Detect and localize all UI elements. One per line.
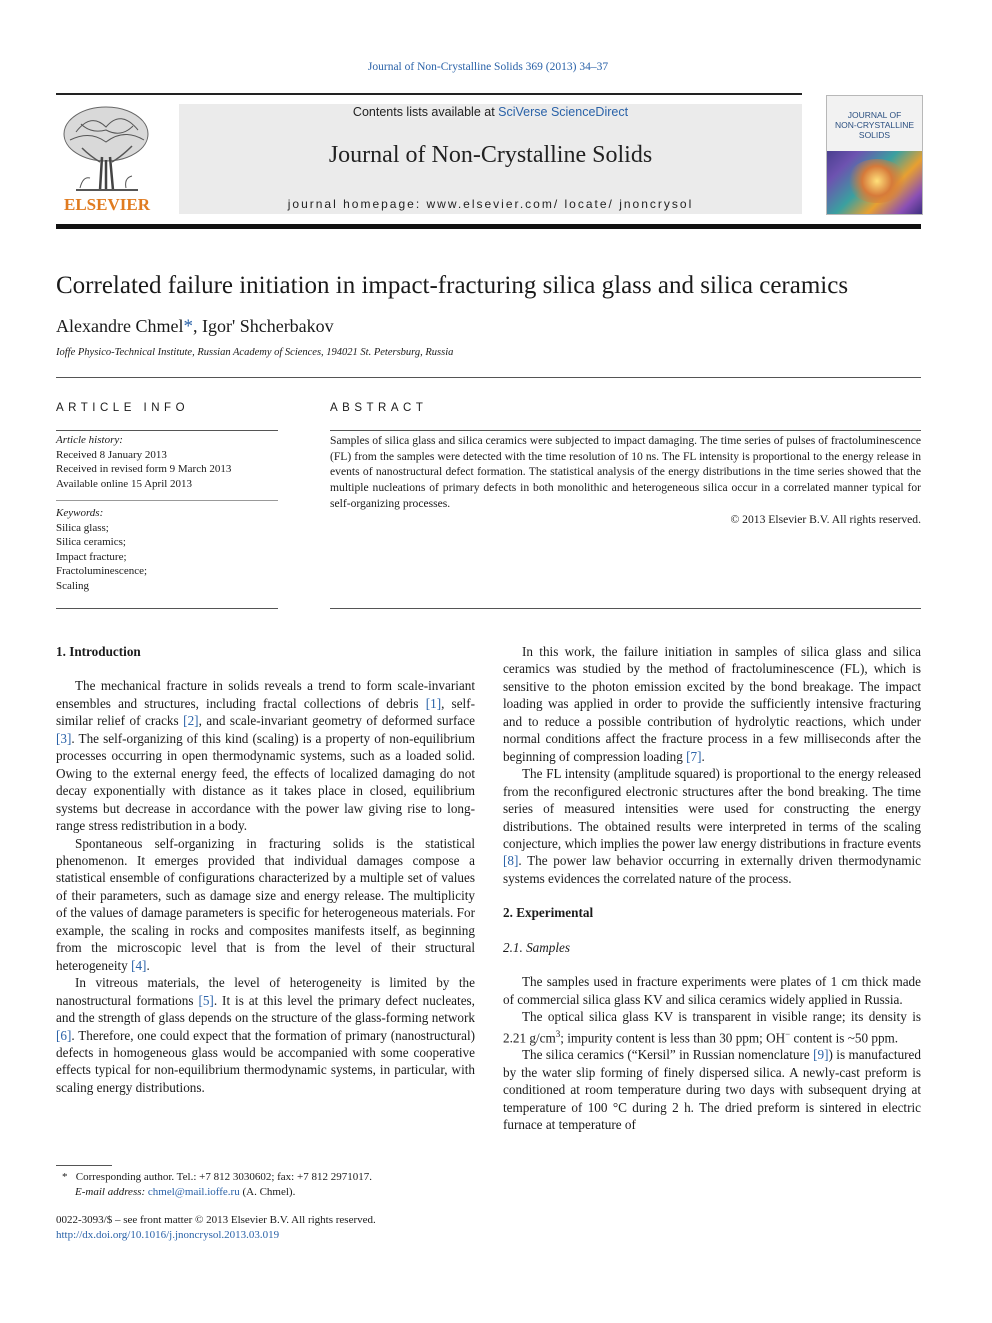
keyword: Silica ceramics; bbox=[56, 536, 126, 548]
paragraph bbox=[56, 974, 475, 1096]
text-run: In this work, the failure initiation in samples of silica glass and silica ceramics was studied by the method of fractoluminescence (FL), which is sensitive to the photon emission excited by the bond breakage. The impact loading was applied in order to provide the sufficiently intensive fracturing and to reduce a possible contribution of hydrolytic reactions, which under normal conditions affect the fracture process in a few milliseconds after the beginning of compression loading bbox=[503, 644, 921, 764]
affiliation: Ioffe Physico-Technical Institute, Russian Academy of Sciences, 194021 St. Petersburg, Russia bbox=[56, 347, 454, 358]
contents-line bbox=[179, 105, 802, 119]
article-title: Correlated failure initiation in impact-fracturing silica glass and silica ceramics bbox=[56, 272, 849, 299]
paragraph bbox=[56, 677, 475, 834]
abstract-bottom-rule bbox=[330, 608, 921, 609]
cover-image-glow bbox=[847, 159, 907, 203]
keywords-label: Keywords: bbox=[56, 507, 104, 519]
abstract-text: Samples of silica glass and silica ceramics were subjected to impact damaging. The time series of pulses of fractoluminescence (FL) from the samples were detected with the time resolution of 10 ns. The FL intensity is proportional to the energy release in events of nanostructural defect formation. The statistical analysis of the energy distributions in the time series showed that the multiple nucleations of primary defects in both monolithic and heterogeneous silica occur in a correlated manner typical for self-organizing processes. bbox=[330, 434, 921, 510]
text-run: ) is manufactured by the water slip forming of finely dispersed silica. A newly-cast preform is conditioned at room temperature during two days with subsequent drying at temperature of 100 °C during 2 h. The dried preform is sintered in electric furnace at temperature of bbox=[503, 1047, 921, 1133]
keyword: Impact fracture; bbox=[56, 550, 127, 563]
keyword: Scaling bbox=[56, 579, 89, 592]
text-run: . bbox=[146, 957, 150, 973]
journal-homepage[interactable]: journal homepage: www.elsevier.com/ locate/ jnoncrysol bbox=[287, 197, 694, 211]
section-heading-experimental: 2. Experimental bbox=[503, 905, 594, 921]
author-name: Alexandre Chmel bbox=[56, 316, 184, 336]
history-received: Received 8 January 2013 bbox=[56, 448, 167, 461]
text-run: The silica ceramics (“Kersil” in Russian nomenclature bbox=[522, 1047, 814, 1063]
superscript: 3 bbox=[555, 1028, 561, 1039]
citation-link[interactable]: [6] bbox=[56, 1027, 72, 1043]
cover-title-line1: JOURNAL OF bbox=[847, 110, 902, 120]
keyword: Fractoluminescence; bbox=[56, 565, 148, 577]
text-run: The optical silica glass KV is transparent in visible range; its density is 2.21 g/cm bbox=[503, 1009, 921, 1045]
corresponding-author-footnote bbox=[62, 1170, 482, 1200]
cover-title-line2: NON-CRYSTALLINE SOLIDS bbox=[834, 120, 915, 140]
email-suffix: (A. Chmel). bbox=[239, 1186, 296, 1198]
text-run: ; impurity content is less than 30 ppm; OH bbox=[560, 1030, 786, 1045]
paragraph bbox=[503, 1046, 921, 1133]
header-bottom-rule bbox=[56, 224, 921, 229]
doi-link[interactable]: http://dx.doi.org/10.1016/j.jnoncrysol.2013.03.019 bbox=[56, 1229, 280, 1241]
keyword: Silica glass; bbox=[56, 521, 109, 534]
text-run: In vitreous materials, the level of heterogeneity is limited by the nanostructural formations bbox=[56, 975, 475, 1008]
article-info-rule bbox=[56, 430, 278, 431]
text-run: The mechanical fracture in solids reveals a trend to form scale-invariant ensembles and structures, including fractal collections of debris bbox=[56, 678, 475, 711]
text-run: . Therefore, one could expect that the formation of primary (nanostructural) defects in homogeneous glass would be accompanied with some cooperative effects typical for non-equilibrium thermodynamic systems, in particular, with scaling energy distributions. bbox=[56, 1027, 475, 1095]
superscript: − bbox=[785, 1028, 791, 1039]
text-run: , and scale-invariant geometry of deformed surface bbox=[198, 713, 475, 729]
copyright: © 2013 Elsevier B.V. All rights reserved. bbox=[730, 512, 921, 526]
journal-citation[interactable]: Journal of Non-Crystalline Solids 369 (2013) 34–37 bbox=[367, 61, 609, 73]
paragraph bbox=[503, 765, 921, 887]
text-run: Spontaneous self-organizing in fracturing solids is the statistical phenomenon. It emerges provided that individual damages compose a statistical ensemble of configurations characterized by a multiple set of values of their parameters, such as damage size and energy release. The multiplicity of the values of damage parameters is specific for heterogeneous materials. For example, the scaling in rocks and composites manifests itself, as beginning from the microscopic level that is from the level of their structural heterogeneity bbox=[56, 835, 475, 973]
keywords-block bbox=[56, 506, 278, 593]
article-history bbox=[56, 433, 278, 491]
publication-info bbox=[56, 1213, 496, 1243]
title-divider bbox=[56, 377, 921, 378]
history-rule bbox=[56, 500, 278, 501]
article-info-bottom-rule bbox=[56, 608, 278, 609]
contents-prefix: Contents lists available at bbox=[352, 105, 499, 119]
paragraph: The samples used in fracture experiments were plates of 1 cm thick made of commercial silica glass KV and silica ceramics widely applied in Russia. bbox=[503, 974, 921, 1007]
text-run: content is ~50 ppm. bbox=[790, 1030, 899, 1045]
text-run: . The power law behavior occurring in externally driven thermodynamic systems evidences the correlated nature of the process. bbox=[503, 853, 921, 886]
sciencedirect-link[interactable]: SciVerse ScienceDirect bbox=[498, 105, 629, 119]
body-column-right bbox=[503, 643, 921, 1134]
history-revised: Received in revised form 9 March 2013 bbox=[56, 463, 232, 475]
journal-title: Journal of Non-Crystalline Solids bbox=[328, 142, 653, 168]
issn-line: 0022-3093/$ – see front matter © 2013 Elsevier B.V. All rights reserved. bbox=[56, 1214, 376, 1226]
author-name-2: , Igor' Shcherbakov bbox=[192, 316, 334, 336]
citation-link[interactable]: [9] bbox=[813, 1047, 829, 1063]
email-link[interactable]: chmel@mail.ioffe.ru bbox=[147, 1186, 240, 1198]
email-label: E-mail address: bbox=[75, 1186, 146, 1198]
abstract bbox=[330, 433, 921, 527]
citation-link[interactable]: [8] bbox=[503, 853, 519, 869]
text-run: , self-similar relief of cracks bbox=[56, 695, 475, 729]
citation-link[interactable]: [7] bbox=[686, 748, 702, 764]
footnote-mark: * bbox=[62, 1171, 68, 1183]
journal-banner bbox=[179, 104, 802, 214]
paragraph bbox=[503, 643, 921, 765]
article-info-heading: ARTICLE INFO bbox=[56, 402, 190, 414]
citation-link[interactable]: [4] bbox=[131, 957, 147, 973]
abstract-heading: ABSTRACT bbox=[330, 402, 428, 414]
elsevier-wordmark: ELSEVIER bbox=[64, 195, 150, 214]
history-online: Available online 15 April 2013 bbox=[56, 477, 193, 490]
corresponding-author-contact: Corresponding author. Tel.: +7 812 3030602; fax: +7 812 2971017. bbox=[75, 1171, 372, 1183]
footnote-rule bbox=[56, 1165, 112, 1166]
citation-link[interactable]: [1] bbox=[425, 695, 442, 711]
elsevier-tree-icon bbox=[56, 102, 158, 214]
author-list bbox=[56, 316, 334, 338]
paragraph bbox=[503, 1008, 921, 1046]
text-run: The FL intensity (amplitude squared) is proportional to the energy released from the reconfigured electronic structures after the bond breaking. The time series of measured intensities were used for constructing the energy distributions. The obtained results were interpreted in terms of the scaling conjecture, which implies the power law energy distributions in fracture events bbox=[503, 766, 921, 851]
elsevier-logo bbox=[56, 102, 158, 214]
header-top-rule bbox=[56, 93, 802, 95]
text-run: . It is at this level the primary defect nucleates, and the strength of glass depends on the structure of the glass-forming network bbox=[56, 992, 475, 1026]
subsection-heading-samples: 2.1. Samples bbox=[503, 939, 571, 955]
journal-cover bbox=[826, 95, 923, 215]
corresponding-author-mark[interactable]: * bbox=[183, 316, 193, 337]
text-run: . bbox=[701, 748, 705, 764]
citation-link[interactable]: [3] bbox=[56, 730, 72, 746]
citation-link[interactable]: [2] bbox=[183, 713, 199, 729]
cover-image bbox=[827, 151, 922, 214]
body-column-left bbox=[56, 643, 475, 1096]
history-label: Article history: bbox=[56, 434, 123, 446]
text-run: . The self-organizing of this kind (scaling) is a property of non-equilibrium processes occurring in open thermodynamic systems, such as a loaded solid. Owing to the external energy feed, the effects of localized damaging do not decay exponentially with distance as it takes place in closed, equilibrium systems but decrease in accordance with the power law giving rise to long-range stress redistribution in a body. bbox=[56, 730, 475, 834]
abstract-rule bbox=[330, 430, 921, 431]
citation-link[interactable]: [5] bbox=[198, 992, 214, 1008]
cover-title bbox=[827, 110, 922, 140]
section-heading-introduction: 1. Introduction bbox=[56, 644, 141, 659]
paragraph bbox=[56, 835, 475, 975]
